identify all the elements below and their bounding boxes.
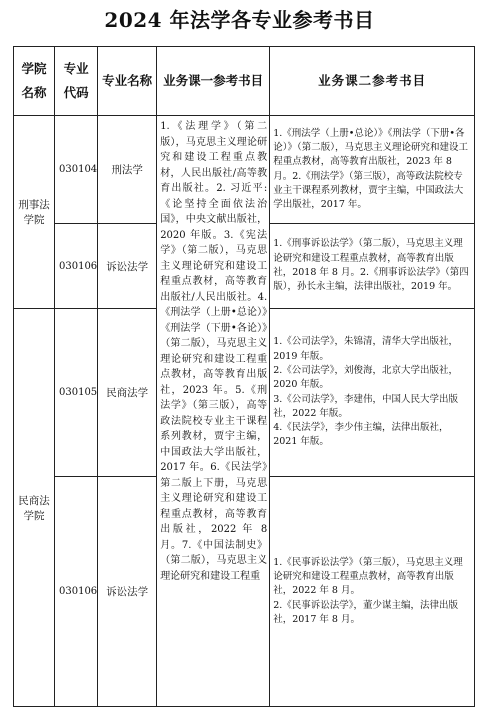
books2-line: 1.《公司法学》，朱锦清，清华大学出版社，2019 年版。 (273, 336, 459, 362)
books2-line: 2.《公司法学》，刘俊海，北京大学出版社，2020 年版。 (273, 364, 459, 391)
header-books2: 业务课二参考书目 (270, 47, 475, 116)
books2-line: 1.《刑法学（上册•总论）》《刑法学（下册•各论）》（第二版），马克思主义理论研究和建设工程重点教材，高等教育出版社，2023 年 8 月。2.《刑法学》（第三版），高等政法院校专业主干课程系列教材，贾宇主编，中国政法大学出版社，2017 年。 (273, 127, 468, 211)
major-cell: 诉讼法学 (98, 477, 157, 707)
header-major: 专业名称 (98, 47, 157, 116)
college-cell: 民商法学院 (14, 309, 55, 707)
major-cell: 刑法学 (98, 116, 157, 224)
code-cell: 030105 (55, 309, 98, 477)
books2-line: 1.《民事诉讼法学》（第三版），马克思主义理论研究和建设工程重点教材，高等教育出版社，2022 年 8 月。 (273, 556, 463, 597)
books2-line: 4.《民法学》，李少伟主编，法律出版社，2021 年版。 (273, 422, 449, 448)
header-college (14, 47, 55, 116)
books1-cell (157, 116, 270, 707)
books2-line: 1.《刑事诉讼法学》（第二版），马克思主义理论研究和建设工程重点教材，高等教育出版社，2018 年 8 月。2.《刑事诉讼法学》（第四版），孙长永主编，法律出版社，2019 年。 (273, 238, 469, 293)
books2-cell (270, 477, 475, 707)
header-code (55, 47, 98, 116)
major-cell: 诉讼法学 (98, 224, 157, 309)
header-college-line2: 名称 (21, 85, 47, 100)
college-cell: 刑事法学院 (14, 116, 55, 309)
table-header-row (14, 47, 475, 116)
page-title: 2024 年法学各专业参考书目 (104, 8, 375, 32)
header-code-line2: 代码 (63, 85, 89, 100)
major-cell: 民商法学 (98, 309, 157, 477)
books2-line: 3.《公司法学》，李建伟，中国人民大学出版社，2022 年版。 (273, 393, 459, 419)
books1-text: 1.《法理学》（第二版），马克思主义理论研究和建设工程重点教材，人民出版社/高等教育出版社。2. 习近平:《论坚持全面依法治国》，中央文献出版社，2020 年版。3.《宪法学》（第二版），马克思主义理论研究和建设工程重点教材，高等教育出版社/人民出版社。4.《刑法学（上册•总论）》《刑法学（下册•各论）》（第二版），马克思主义理论研究和建设工程重点教材，高等教育出版社，2023 年。5.《刑法学》（第三版），高等政法院校专业主干课程系列教材，贾宇主编，中国政法大学出版社，2017 年。6.《民法学》第二版上下册，马克思主义理论研究和建设工程重点教材，高等教育出版社，2022 年 8 月。7.《中国法制史》（第二版），马克思主义理论研究和建设工程重 (160, 121, 268, 582)
books2-line: 2.《民事诉讼法学》，董少谋主编，法律出版社，2017 年 8 月。 (273, 599, 459, 625)
header-books1: 业务课一参考书目 (157, 47, 270, 116)
code-cell: 030106 (55, 224, 98, 309)
books2-cell (270, 309, 475, 477)
table-row (14, 116, 475, 224)
reference-book-table (13, 46, 475, 707)
code-cell: 030106 (55, 477, 98, 707)
code-cell: 030104 (55, 116, 98, 224)
header-code-line1: 专业 (63, 61, 89, 76)
books2-cell (270, 224, 475, 309)
books2-cell (270, 116, 475, 224)
header-college-line1: 学院 (21, 61, 47, 76)
